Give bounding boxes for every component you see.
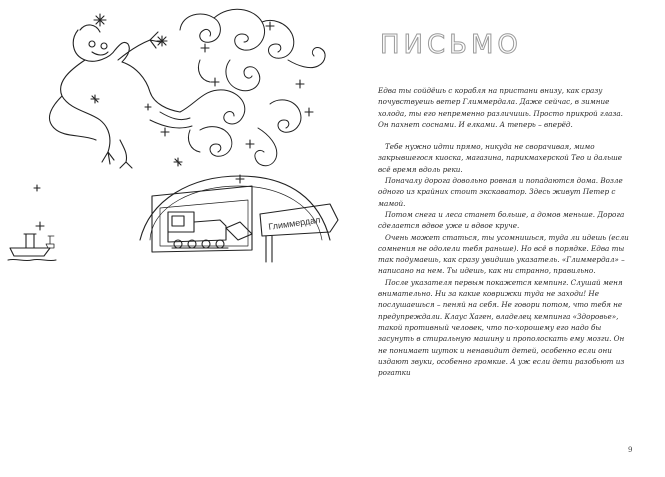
sign-label: Глиммердал bbox=[267, 214, 321, 232]
chapter-body bbox=[378, 85, 634, 378]
paragraph: Едва ты сойдёшь с корабля на пристани внизу, как сразу почувствуешь ветер Глиммердала. Даже сейчас, в зимние холода, ты его непременно различишь. Просто прикрой глаза. Он пахнет соснами. И елками. А теперь – вперёд. bbox=[378, 86, 623, 129]
page-number: 9 bbox=[628, 446, 633, 454]
star-icon bbox=[34, 14, 313, 230]
paragraph: Очень может статься, ты усомнишься, туда ли идешь (если сомнения не одолели тебя раньше). Но всё в порядке. Едва ты так подумаешь, как сразу увидишь указатель. «Глиммердал» – написано на нем. Ты идешь, как ни странно, правильно. bbox=[378, 232, 629, 276]
paragraph: Поначалу дорога довольно ровная и попадаются дома. Возле одного из крайних стоит экскаватор. Здесь живут Петер с мамой. bbox=[378, 176, 623, 208]
paragraph: После указателя первым покажется кемпинг. Слушай меня внимательно. Ни за какие коврижки туда не заходи! Не послушаешься – пеняй на себя. Не говори потом, что тебя не предупреждали. Клаус Хаген, владелец кемпинга «Здоровье», такой противный человек, что по-хорошему его надо бы засунуть в стиральную машину и прополоскать ему мозги. Он не понимает шуток и ненавидит детей, особенно если они издают звуки, особенно громкие. А уж если дети разобьют из рогатки bbox=[378, 277, 625, 378]
excavator bbox=[168, 212, 252, 248]
wind-figure bbox=[49, 25, 180, 168]
swirl-clouds bbox=[150, 9, 325, 165]
chapter-title: ПИСЬМО bbox=[380, 30, 522, 60]
paragraph: Тебе нужно идти прямо, никуда не сворачивая, мимо закрывшегося киоска, магазина, парикмахерской Тео и дальше всё время вдоль реки. bbox=[378, 142, 623, 174]
boat bbox=[8, 234, 56, 261]
paragraph: Потом снега и леса станет больше, а домов меньше. Дорога сделается вдвое уже и вдвое круче. bbox=[378, 209, 625, 231]
glimmerdal-signpost bbox=[260, 204, 338, 262]
